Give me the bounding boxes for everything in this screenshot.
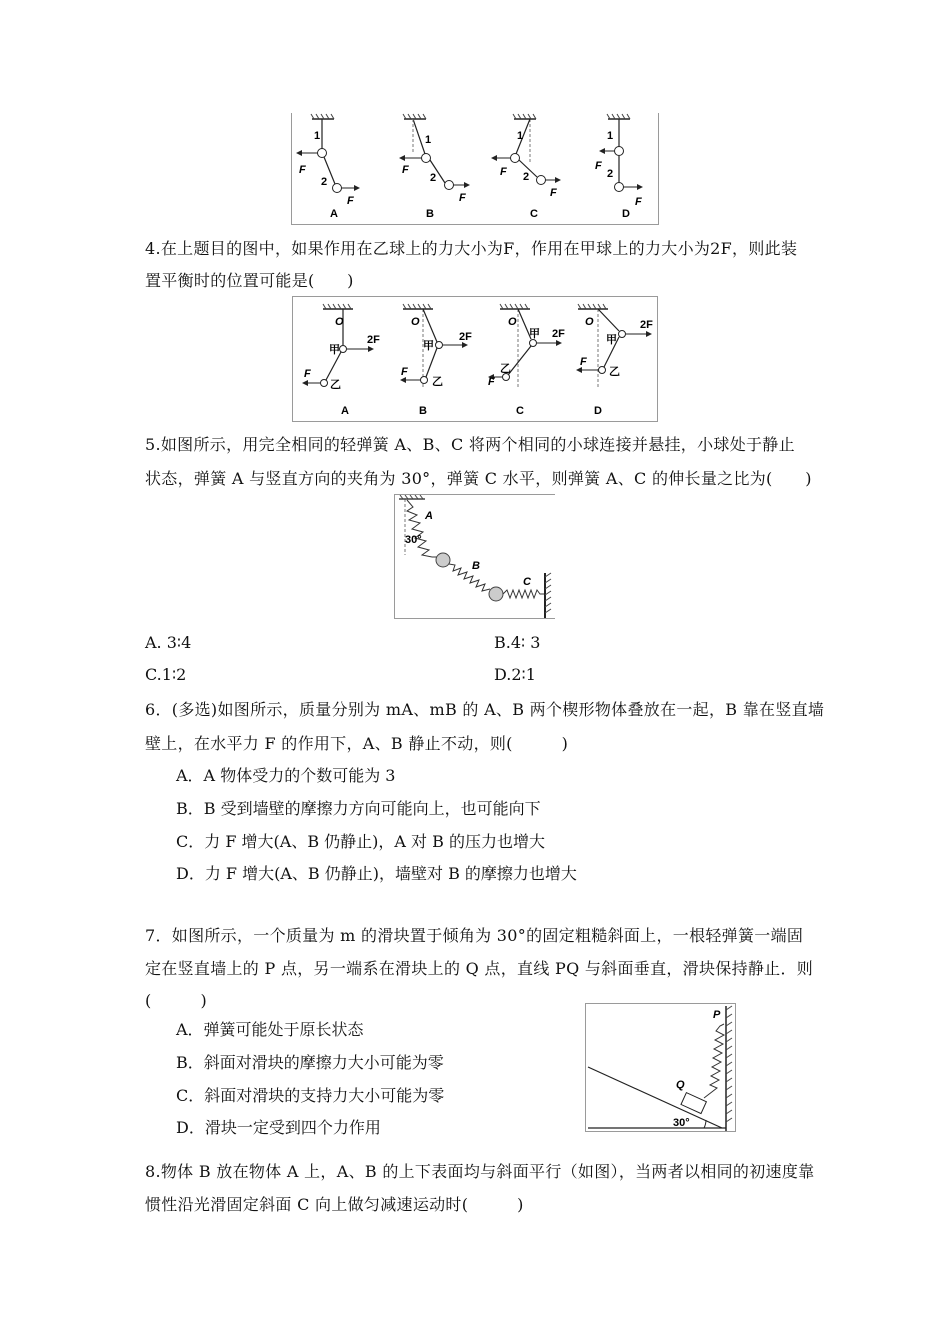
svg-text:2F: 2F — [459, 331, 472, 343]
q8-text-line1: 8.物体 B 放在物体 A 上，A、B 的上下表面均与斜面平行（如图），当两者以相同的初速度靠 — [145, 1162, 815, 1181]
svg-text:F: F — [595, 160, 602, 172]
q6-option-d[interactable]: D．力 F 增大(A、B 仍静止)，墙壁对 B 的摩擦力也增大 — [176, 864, 577, 883]
q3-option-b-diagram — [399, 114, 470, 220]
q4-text-line1: 4.在上题目的图中，如果作用在乙球上的力大小为F，作用在甲球上的力大小为2F，则此装 — [145, 239, 798, 258]
svg-text:O: O — [411, 316, 420, 328]
q3-option-c-diagram — [491, 114, 561, 220]
svg-text:甲: 甲 — [329, 344, 340, 356]
svg-text:A: A — [330, 208, 338, 220]
svg-text:Q: Q — [676, 1079, 685, 1091]
q3-option-a-diagram — [296, 114, 360, 220]
svg-text:30°: 30° — [673, 1117, 690, 1129]
svg-text:1: 1 — [517, 130, 524, 142]
q4-option-a-diagram — [302, 304, 380, 417]
svg-text:F: F — [304, 368, 311, 380]
q5-option-d[interactable]: D.2∶1 — [494, 665, 536, 684]
q8-text-line2: 惯性沿光滑固定斜面 C 向上做匀减速运动时( ) — [145, 1195, 524, 1214]
svg-text:乙: 乙 — [432, 376, 443, 388]
svg-text:2F: 2F — [640, 319, 653, 331]
svg-text:B: B — [426, 208, 434, 220]
q6-text-line2: 壁上，在水平力 F 的作用下，A、B 静止不动，则( ) — [145, 734, 569, 753]
q7-text-line3: ( ) — [145, 991, 207, 1010]
figure-q7-incline-spring — [585, 1003, 736, 1132]
q7-option-b[interactable]: B．斜面对滑块的摩擦力大小可能为零 — [176, 1053, 444, 1072]
svg-text:2: 2 — [321, 176, 328, 188]
svg-text:F: F — [402, 164, 409, 176]
q5-option-a[interactable]: A. 3∶4 — [145, 633, 192, 652]
q4-option-c-diagram — [488, 304, 565, 417]
q6-option-b[interactable]: B．B 受到墙壁的摩擦力方向可能向上，也可能向下 — [176, 799, 541, 818]
svg-text:F: F — [401, 366, 408, 378]
svg-text:B: B — [472, 560, 480, 572]
q4-option-d-diagram — [576, 304, 653, 417]
svg-text:A: A — [425, 510, 433, 522]
svg-text:B: B — [419, 405, 427, 417]
svg-text:乙: 乙 — [500, 363, 511, 375]
svg-text:甲: 甲 — [423, 340, 434, 352]
svg-text:乙: 乙 — [330, 379, 341, 391]
q7-option-d[interactable]: D．滑块一定受到四个力作用 — [176, 1118, 381, 1137]
svg-text:O: O — [508, 316, 517, 328]
q7-text-line2: 定在竖直墙上的 P 点，另一端系在滑块上的 Q 点，直线 PQ 与斜面垂直，滑块保持静止．则 — [145, 959, 814, 978]
svg-text:F: F — [580, 356, 587, 368]
svg-text:F: F — [635, 196, 642, 208]
q5-option-b[interactable]: B.4∶ 3 — [494, 633, 541, 652]
q5-option-c[interactable]: C.1∶2 — [145, 665, 187, 684]
svg-text:乙: 乙 — [609, 366, 620, 378]
q3-option-d-diagram — [595, 114, 643, 220]
svg-text:1: 1 — [314, 130, 321, 142]
q6-option-c[interactable]: C．力 F 增大(A、B 仍静止)，A 对 B 的压力也增大 — [176, 832, 545, 851]
svg-text:O: O — [585, 316, 594, 328]
svg-text:F: F — [347, 195, 354, 207]
svg-text:F: F — [299, 164, 306, 176]
q4-option-b-diagram — [400, 304, 472, 417]
svg-text:P: P — [713, 1009, 721, 1021]
figure-q5-springs — [394, 494, 555, 619]
figure-q4-balls — [292, 296, 658, 422]
svg-text:2: 2 — [430, 172, 437, 184]
figure-q3-pendulums — [291, 113, 659, 225]
svg-text:C: C — [523, 576, 531, 588]
svg-text:2F: 2F — [367, 334, 380, 346]
svg-text:D: D — [594, 405, 602, 417]
q5-text-line2: 状态，弹簧 A 与竖直方向的夹角为 30°，弹簧 C 水平，则弹簧 A、C 的伸长量之比为( ) — [145, 469, 812, 488]
svg-text:2: 2 — [523, 171, 530, 183]
q5-text-line1: 5.如图所示，用完全相同的轻弹簧 A、B、C 将两个相同的小球连接并悬挂，小球处于静止 — [145, 435, 795, 454]
svg-text:F: F — [500, 166, 507, 178]
svg-text:甲: 甲 — [606, 334, 617, 346]
q4-text-line2: 置平衡时的位置可能是( ) — [145, 271, 354, 290]
svg-text:2F: 2F — [552, 328, 565, 340]
svg-text:1: 1 — [607, 130, 614, 142]
svg-text:F: F — [488, 376, 495, 388]
svg-text:30°: 30° — [405, 534, 422, 546]
svg-text:C: C — [516, 405, 524, 417]
svg-text:1: 1 — [425, 134, 432, 146]
q7-option-c[interactable]: C．斜面对滑块的支持力大小可能为零 — [176, 1086, 445, 1105]
svg-text:2: 2 — [607, 168, 614, 180]
svg-text:C: C — [530, 208, 538, 220]
svg-text:F: F — [550, 187, 557, 199]
svg-text:O: O — [335, 316, 344, 328]
svg-text:A: A — [341, 405, 349, 417]
q6-option-a[interactable]: A．A 物体受力的个数可能为 3 — [176, 766, 396, 785]
q7-option-a[interactable]: A．弹簧可能处于原长状态 — [176, 1020, 364, 1039]
svg-text:D: D — [622, 208, 630, 220]
q6-text-line1: 6．(多选)如图所示，质量分别为 mA、mB 的 A、B 两个楔形物体叠放在一起，B 靠在竖直墙 — [145, 700, 825, 719]
q7-text-line1: 7．如图所示，一个质量为 m 的滑块置于倾角为 30°的固定粗糙斜面上，一根轻弹簧一端固 — [145, 926, 804, 945]
svg-text:甲: 甲 — [529, 328, 540, 340]
svg-text:F: F — [459, 192, 466, 204]
